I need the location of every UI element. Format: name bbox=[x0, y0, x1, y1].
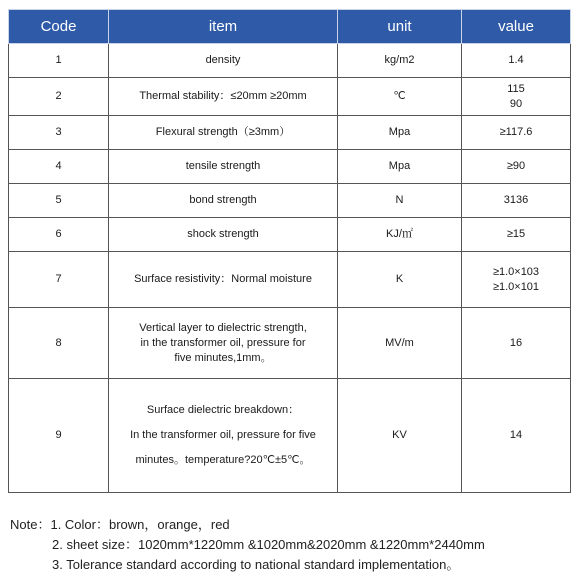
cell-unit: MV/m bbox=[338, 308, 462, 379]
cell-code: 8 bbox=[9, 308, 109, 379]
table-row bbox=[9, 308, 571, 379]
cell-value: 115 90 bbox=[462, 78, 571, 116]
table-row bbox=[9, 150, 571, 184]
cell-item: shock strength bbox=[109, 218, 338, 252]
table-row bbox=[9, 184, 571, 218]
cell-value: ≥117.6 bbox=[462, 116, 571, 150]
cell-unit: Mpa bbox=[338, 150, 462, 184]
cell-item: Thermal stability：≤20mm ≥20mm bbox=[109, 78, 338, 116]
cell-value: 14 bbox=[462, 379, 571, 493]
table-row bbox=[9, 252, 571, 308]
cell-item: Vertical layer to dielectric strength, in the transformer oil, pressure for five minutes,1mm。 bbox=[109, 308, 338, 379]
note-line bbox=[10, 515, 485, 535]
cell-code: 1 bbox=[9, 44, 109, 78]
cell-unit: KJ/㎡ bbox=[338, 218, 462, 252]
cell-item: Flexural strength（≥3mm） bbox=[109, 116, 338, 150]
cell-value: 3136 bbox=[462, 184, 571, 218]
table-row bbox=[9, 44, 571, 78]
cell-code: 6 bbox=[9, 218, 109, 252]
header-row bbox=[9, 10, 571, 44]
note-prefix: Note： bbox=[10, 517, 51, 532]
cell-value: ≥15 bbox=[462, 218, 571, 252]
table-row bbox=[9, 116, 571, 150]
cell-item: Surface dielectric breakdown： In the transformer oil, pressure for five minutes。temperature?20℃±5℃。 bbox=[109, 379, 338, 493]
cell-code: 4 bbox=[9, 150, 109, 184]
cell-value: 1.4 bbox=[462, 44, 571, 78]
table-row bbox=[9, 218, 571, 252]
cell-code: 7 bbox=[9, 252, 109, 308]
cell-code: 5 bbox=[9, 184, 109, 218]
cell-unit: K bbox=[338, 252, 462, 308]
note-sheet-size: 2. sheet size：1020mm*1220mm &1020mm&2020mm &1220mm*2440mm bbox=[52, 537, 485, 552]
cell-item: density bbox=[109, 44, 338, 78]
table-row bbox=[9, 78, 571, 116]
notes-section bbox=[10, 515, 485, 575]
cell-code: 9 bbox=[9, 379, 109, 493]
cell-item: Surface resistivity：Normal moisture bbox=[109, 252, 338, 308]
cell-code: 3 bbox=[9, 116, 109, 150]
cell-value: ≥90 bbox=[462, 150, 571, 184]
cell-value: 16 bbox=[462, 308, 571, 379]
note-line bbox=[10, 535, 485, 555]
header-unit: unit bbox=[338, 10, 462, 44]
cell-code: 2 bbox=[9, 78, 109, 116]
table-row bbox=[9, 379, 571, 493]
cell-unit: Mpa bbox=[338, 116, 462, 150]
spec-table bbox=[8, 9, 571, 493]
cell-value: ≥1.0×103 ≥1.0×101 bbox=[462, 252, 571, 308]
cell-item: bond strength bbox=[109, 184, 338, 218]
note-tolerance: 3. Tolerance standard according to national standard implementation。 bbox=[52, 557, 460, 572]
header-value: value bbox=[462, 10, 571, 44]
note-line bbox=[10, 555, 485, 575]
header-item: item bbox=[109, 10, 338, 44]
cell-item: tensile strength bbox=[109, 150, 338, 184]
cell-unit: KV bbox=[338, 379, 462, 493]
cell-unit: kg/m2 bbox=[338, 44, 462, 78]
cell-unit: N bbox=[338, 184, 462, 218]
header-code: Code bbox=[9, 10, 109, 44]
cell-unit: ℃ bbox=[338, 78, 462, 116]
note-color: 1. Color：brown，orange，red bbox=[50, 517, 230, 532]
